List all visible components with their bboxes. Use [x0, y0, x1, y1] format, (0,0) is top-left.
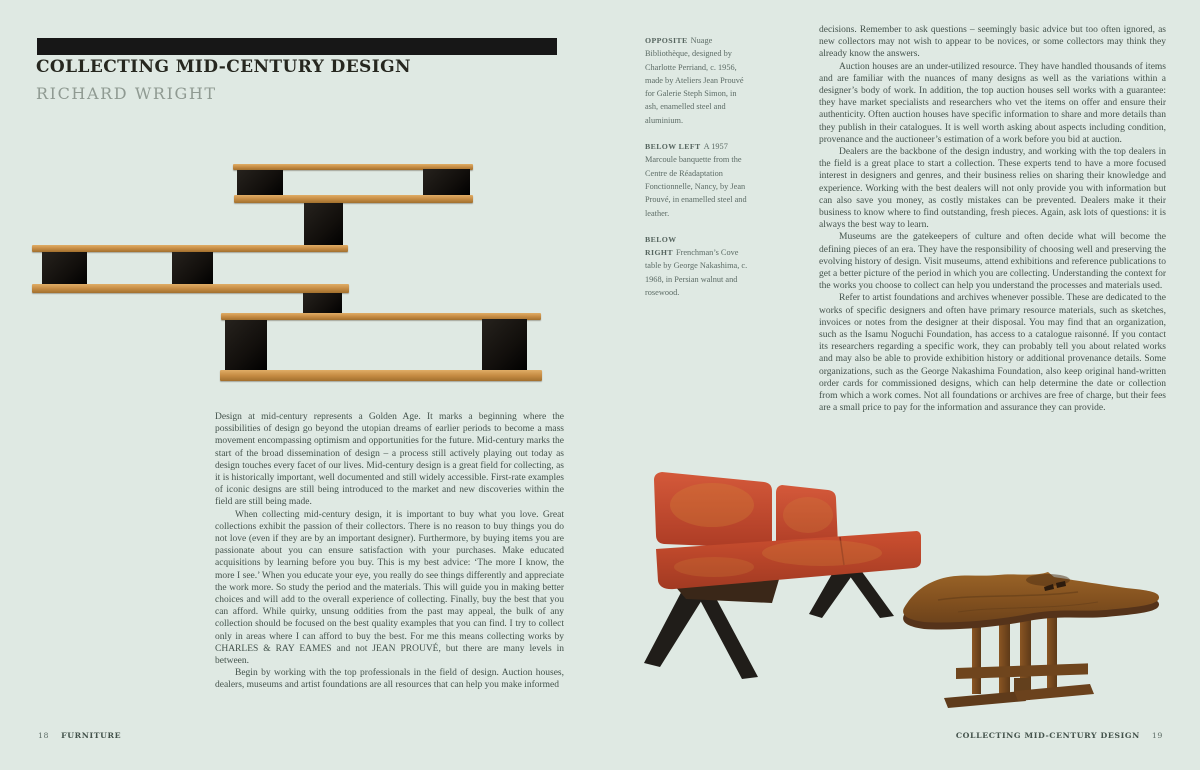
caption-text: Frenchman’s Cove table by George Nakashima, c. 1968, in Persian walnut and rosewood. — [645, 248, 748, 298]
shelf-box — [42, 252, 87, 285]
shelf-plank — [234, 195, 473, 203]
paragraph: Design at mid-century represents a Golden Age. It marks a beginning where the possibilities of design go beyond the utopian dreams of earlier periods to become a mass movement encompassing optimism and opportunities for the future. Mid-century marks the start of the broad dissemination of design – a process still actively playing out today as design touches every facet of our lives. Mid-century design is a great field for collecting, as it is historically important, well documented and still widely accessible. First-rate examples of iconic designs are still being introduced to the market and new discoveries within the field are still being made. — [215, 412, 564, 508]
footer-section-label: FURNITURE — [61, 731, 122, 740]
shelf-plank — [32, 284, 349, 293]
shelf-box — [482, 319, 527, 371]
shelf-plank — [220, 370, 542, 381]
nuage-bibliotheque-image — [30, 160, 545, 385]
right-page-body — [819, 24, 1166, 415]
caption-label: OPPOSITE — [645, 36, 688, 45]
paragraph: Dealers are the backbone of the design industry, and working with the top dealers in the field is a great place to start a collection. These experts tend to have a more focused interest in designers and genres, and their business relies on sharing their knowledge and experience. Working with the best dealers will not only provide you with information but can also save you money, as costly mistakes can be prevented. Dealers make it their business to know where to find outstanding, fresh pieces. Again, ask lots of questions: it is always the best way to learn. — [819, 147, 1166, 231]
shelf-box — [237, 170, 283, 196]
shelf-box — [303, 293, 342, 314]
page-number: 19 — [1151, 731, 1163, 740]
paragraph: Museums are the gatekeepers of culture and often decide what will become the defining pieces of an era. They have the responsibility of choosing well and preserving the evolving history of design. Visit museums, attend exhibitions and reference publications to get a better picture of the period in which you are collecting. Understanding the context for the works you choose to collect can help you understand the processes and materials used. — [819, 232, 1166, 292]
footer-chapter-label: COLLECTING MID-CENTURY DESIGN — [955, 731, 1140, 740]
paragraph: decisions. Remember to ask questions – seemingly basic advice but too often ignored, as new collectors may not wish to appear to be novices, or some collectors may think they already know the answers. — [819, 25, 1166, 60]
shelf-box — [225, 320, 267, 371]
caption-text: A 1957 Marcoule banquette from the Centre de Réadaptation Fonctionnelle, Nancy, by Jean Prouvé, in enamelled steel and leather. — [645, 142, 747, 218]
caption-label: BELOW LEFT — [645, 142, 701, 152]
shelf-plank — [32, 245, 348, 252]
caption-text: Nuage Bibliothèque, designed by Charlotte Perriand, c. 1956, made by Ateliers Jean Prouvé for Galerie Steph Simon, in ash, enamelled steel and aluminium. — [645, 36, 744, 125]
caption-below-right — [645, 233, 751, 299]
left-page-body — [215, 411, 564, 692]
paragraph: When collecting mid-century design, it is important to buy what you love. Great collections exhibit the passion of their collectors. There is no reason to buy things you do not love (even if they are by an important designer). Furthermore, by buying items you are passionate about you can ensure satisfaction with your purchases. Make educated acquisitions by learning before you buy. This is my best advice: ‘The more I know, the more I see.’ When you educate your eye, you really do see things differently and appreciate the work more. So study the period and the materials. This will guide you in making better choices and will add to the overall experience of collecting. Finally, buy the best that you can afford. While quirky, unsung oddities from the past may appeal, the bulk of any collection should be focused on the best quality examples that you can find. I try to collect only in areas where I can afford to buy the best. For me this means collecting works by CHARLES & RAY EAMES and not JEAN PROUVÉ, but there are many levels in between. — [215, 509, 564, 667]
paragraph: Auction houses are an under-utilized resource. They have handled thousands of items and are familiar with the nuances of many designs as well as the variations within a designer’s body of work. In addition, the top auction houses sell works with a guarantee: they have market specialists and researchers who vet the items on offer and ensure their authenticity. Often auction houses have specific information to share and more details than they publish in their catalogues. It is well worth asking about aspects including condition, provenance and the auctioneer’s estimation of a work before you bid at auction. — [819, 61, 1166, 145]
left-footer — [38, 731, 121, 740]
page-number: 18 — [38, 731, 50, 740]
page-title: COLLECTING MID-CENTURY DESIGN — [36, 57, 411, 77]
nakashima-table-image — [898, 550, 1198, 728]
prouve-banquette-image — [622, 455, 922, 700]
caption-label: BELOW RIGHT — [645, 234, 677, 258]
caption-opposite — [645, 34, 751, 127]
shelf-box — [304, 203, 343, 246]
shelf-box — [423, 169, 470, 196]
shelf-box — [172, 252, 213, 285]
right-footer — [956, 731, 1163, 740]
caption-below-left — [645, 140, 751, 220]
paragraph: Begin by working with the top professionals in the field of design. Auction houses, dealers, museums and artist foundations are all resources that can help you make informed — [215, 668, 564, 691]
caption-column — [645, 34, 751, 312]
header-rule-bar — [37, 38, 557, 55]
author-name: RICHARD WRIGHT — [36, 84, 217, 103]
paragraph: Refer to artist foundations and archives whenever possible. These are dedicated to the works of specific designers and often have primary resource materials, such as sketches, invoices or notes from the designer at their disposal. You may find that an organization, such as the Isamu Noguchi Foundation, has access to a catalogue raisonné. If you contact its researchers regarding a specific work, they can probably tell you about related works and may also be able to provide exhibition history or additional provenance details. Some organizations, such as the George Nakashima Foundation, also keep original hand-written order cards for commissioned designs, which can help determine the date or collection from which a work comes. Not all foundations or archives are free of charge, but their fees are a small price to pay for the information and assurance they can provide. — [819, 293, 1166, 414]
